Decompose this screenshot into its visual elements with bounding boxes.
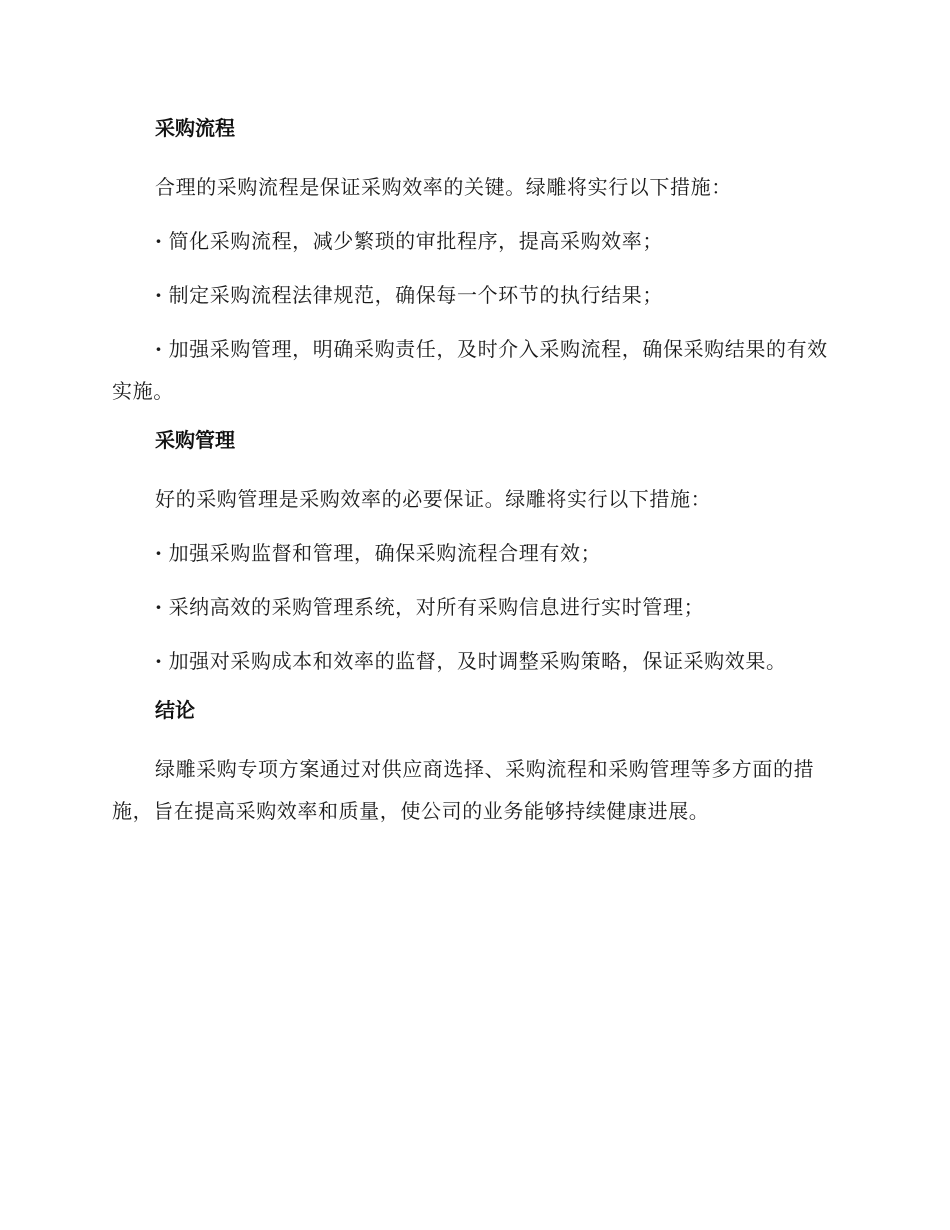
section-heading-conclusion: 结论 [155,698,195,722]
bullet-text: 制定采购流程法律规范，确保每一个环节的执行结果； [168,283,663,307]
bullet-item [112,532,832,574]
bullet-item [112,328,832,412]
section-heading-procurement-process: 采购流程 [155,116,235,140]
bullet-text: 简化采购流程，减少繁琐的审批程序，提高采购效率； [168,229,663,253]
bullet-dot: · [155,283,163,307]
document-body [112,112,832,844]
bullet-item [112,640,832,682]
section-intro: 合理的采购流程是保证采购效率的关键。绿雕将实行以下措施： [155,175,732,199]
section-intro: 好的采购管理是采购效率的必要保证。绿雕将实行以下措施： [155,487,712,511]
bullet-dot: · [155,595,163,619]
bullet-dot: · [155,649,163,673]
bullet-dot: · [155,541,163,565]
bullet-item [112,586,832,628]
section-heading-procurement-management: 采购管理 [155,428,235,452]
bullet-dot: · [155,229,163,253]
bullet-text: 加强采购监督和管理，确保采购流程合理有效； [168,541,602,565]
bullet-text: 采纳高效的采购管理系统，对所有采购信息进行实时管理； [168,595,705,619]
bullet-text: 加强对采购成本和效率的监督，及时调整采购策略，保证采购效果。 [168,649,787,673]
bullet-dot: · [155,337,163,361]
bullet-item [112,220,832,262]
bullet-item [112,274,832,316]
bullet-text: 加强采购管理，明确采购责任，及时介入采购流程，确保采购结果的有效实施。 [112,337,828,403]
conclusion-paragraph: 绿雕采购专项方案通过对供应商选择、采购流程和采购管理等多方面的措施，旨在提高采购效率和质量，使公司的业务能够持续健康进展。 [112,757,815,823]
